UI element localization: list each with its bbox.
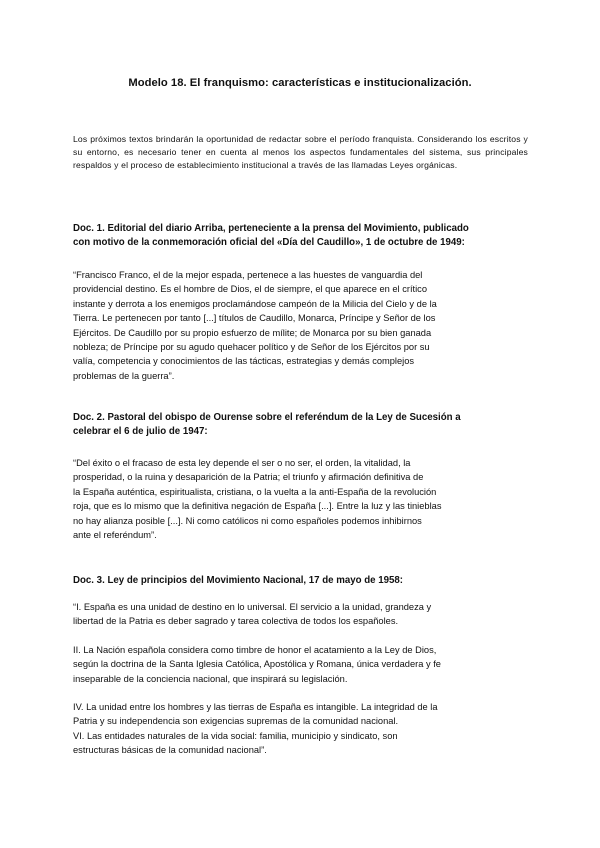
doc3-article-2 bbox=[73, 643, 531, 686]
doc1-quote-line: Tierra. Le pertenecen por tanto [...] títulos de Caudillo, Monarca, Príncipe y Señor de los bbox=[73, 313, 436, 324]
doc3-line: estructuras básicas de la comunidad nacional”. bbox=[73, 745, 267, 756]
doc3-heading-line: Doc. 3. Ley de principios del Movimiento Nacional, 17 de mayo de 1958: bbox=[73, 575, 404, 586]
page-title: Modelo 18. El franquismo: características e institucionalización. bbox=[128, 77, 472, 89]
doc1-heading bbox=[73, 222, 531, 250]
doc1-quote bbox=[73, 268, 531, 383]
doc1-quote-line: valía, competencia y conocimientos de las tácticas, estrategias y demás complejos bbox=[73, 356, 415, 367]
doc2-quote-line: prosperidad, o la ruina y desaparición de la Patria; el triunfo y afirmación definitiva de bbox=[73, 472, 424, 483]
doc2-heading-line: celebrar el 6 de julio de 1947: bbox=[73, 426, 208, 437]
doc2-quote-line: la España auténtica, espiritualista, cristiana, o la vuelta a la anti-España de la revolución bbox=[73, 486, 437, 497]
doc3-article-4-6 bbox=[73, 700, 531, 758]
doc3-article-1 bbox=[73, 600, 531, 629]
doc2-heading-line: Doc. 2. Pastoral del obispo de Ourense sobre el referéndum de la Ley de Sucesión a bbox=[73, 412, 461, 423]
doc3-line: libertad de la Patria es deber sagrado y tarea colectiva de todos los españoles. bbox=[73, 616, 399, 627]
doc1-quote-line: nobleza; de Príncipe por su agudo quehacer político y de Señor de los Ejércitos por su bbox=[73, 342, 430, 353]
doc2-quote-line: roja, que es lo mismo que la definitiva negación de España [...]. Entre la luz y las tinieblas bbox=[73, 501, 442, 512]
doc1-quote-line: “Francisco Franco, el de la mejor espada, pertenece a las huestes de vanguardia del bbox=[73, 270, 423, 280]
doc2-quote-line: ante el referéndum”. bbox=[73, 530, 157, 541]
doc3-line: Patria y su independencia son exigencias supremas de la comunidad nacional. bbox=[73, 716, 399, 727]
doc1-quote-line: providencial destino. Es el hombre de Dios, el de siempre, el que aparece en el crítico bbox=[73, 284, 427, 295]
doc3-line: según la doctrina de la Santa Iglesia Católica, Apostólica y Romana, única verdadera y fe bbox=[73, 659, 441, 670]
doc1-heading-line: Doc. 1. Editorial del diario Arriba, perteneciente a la prensa del Movimiento, publicado bbox=[73, 223, 469, 234]
doc2-quote-line: no hay alianza posible [...]. Ni como católicos ni como españoles podemos inhibirnos bbox=[73, 515, 422, 526]
doc1-quote-line: instante y derrota a los enemigos proclamándose campeón de la Milicia del Cielo y de la bbox=[73, 298, 437, 309]
intro-paragraph: Los próximos textos brindarán la oportunidad de redactar sobre el período franquista. Considerando los escritos y su entorno, es necesario tener en cuenta al menos los aspectos fundamentales del sistema, sus principales respaldos y el proceso de establecimiento institucional a través de las llamadas Leyes orgánicas. bbox=[73, 134, 528, 170]
doc3-line: IV. La unidad entre los hombres y las tierras de España es intangible. La integridad de la bbox=[73, 702, 438, 712]
doc3-line: II. La Nación española considera como timbre de honor el acatamiento a la Ley de Dios, bbox=[73, 645, 437, 655]
doc1-heading-line: con motivo de la conmemoración oficial del «Día del Caudillo», 1 de octubre de 1949: bbox=[73, 237, 465, 248]
doc1-quote-line: problemas de la guerra”. bbox=[73, 370, 175, 381]
doc3-heading bbox=[73, 574, 531, 588]
doc3-line: “I. España es una unidad de destino en lo universal. El servicio a la unidad, grandeza y bbox=[73, 602, 432, 612]
doc2-heading bbox=[73, 411, 531, 439]
doc2-quote bbox=[73, 456, 531, 542]
doc3-line: VI. Las entidades naturales de la vida social: familia, municipio y sindicato, son bbox=[73, 730, 398, 741]
doc1-quote-line: Ejércitos. De Caudillo por su propio esfuerzo de mílite; de Monarca por su bien ganada bbox=[73, 327, 432, 338]
doc3-line: inseparable de la conciencia nacional, que inspirará su legislación. bbox=[73, 673, 348, 684]
doc2-quote-line: “Del éxito o el fracaso de esta ley depende el ser o no ser, el orden, la vitalidad, la bbox=[73, 458, 411, 468]
